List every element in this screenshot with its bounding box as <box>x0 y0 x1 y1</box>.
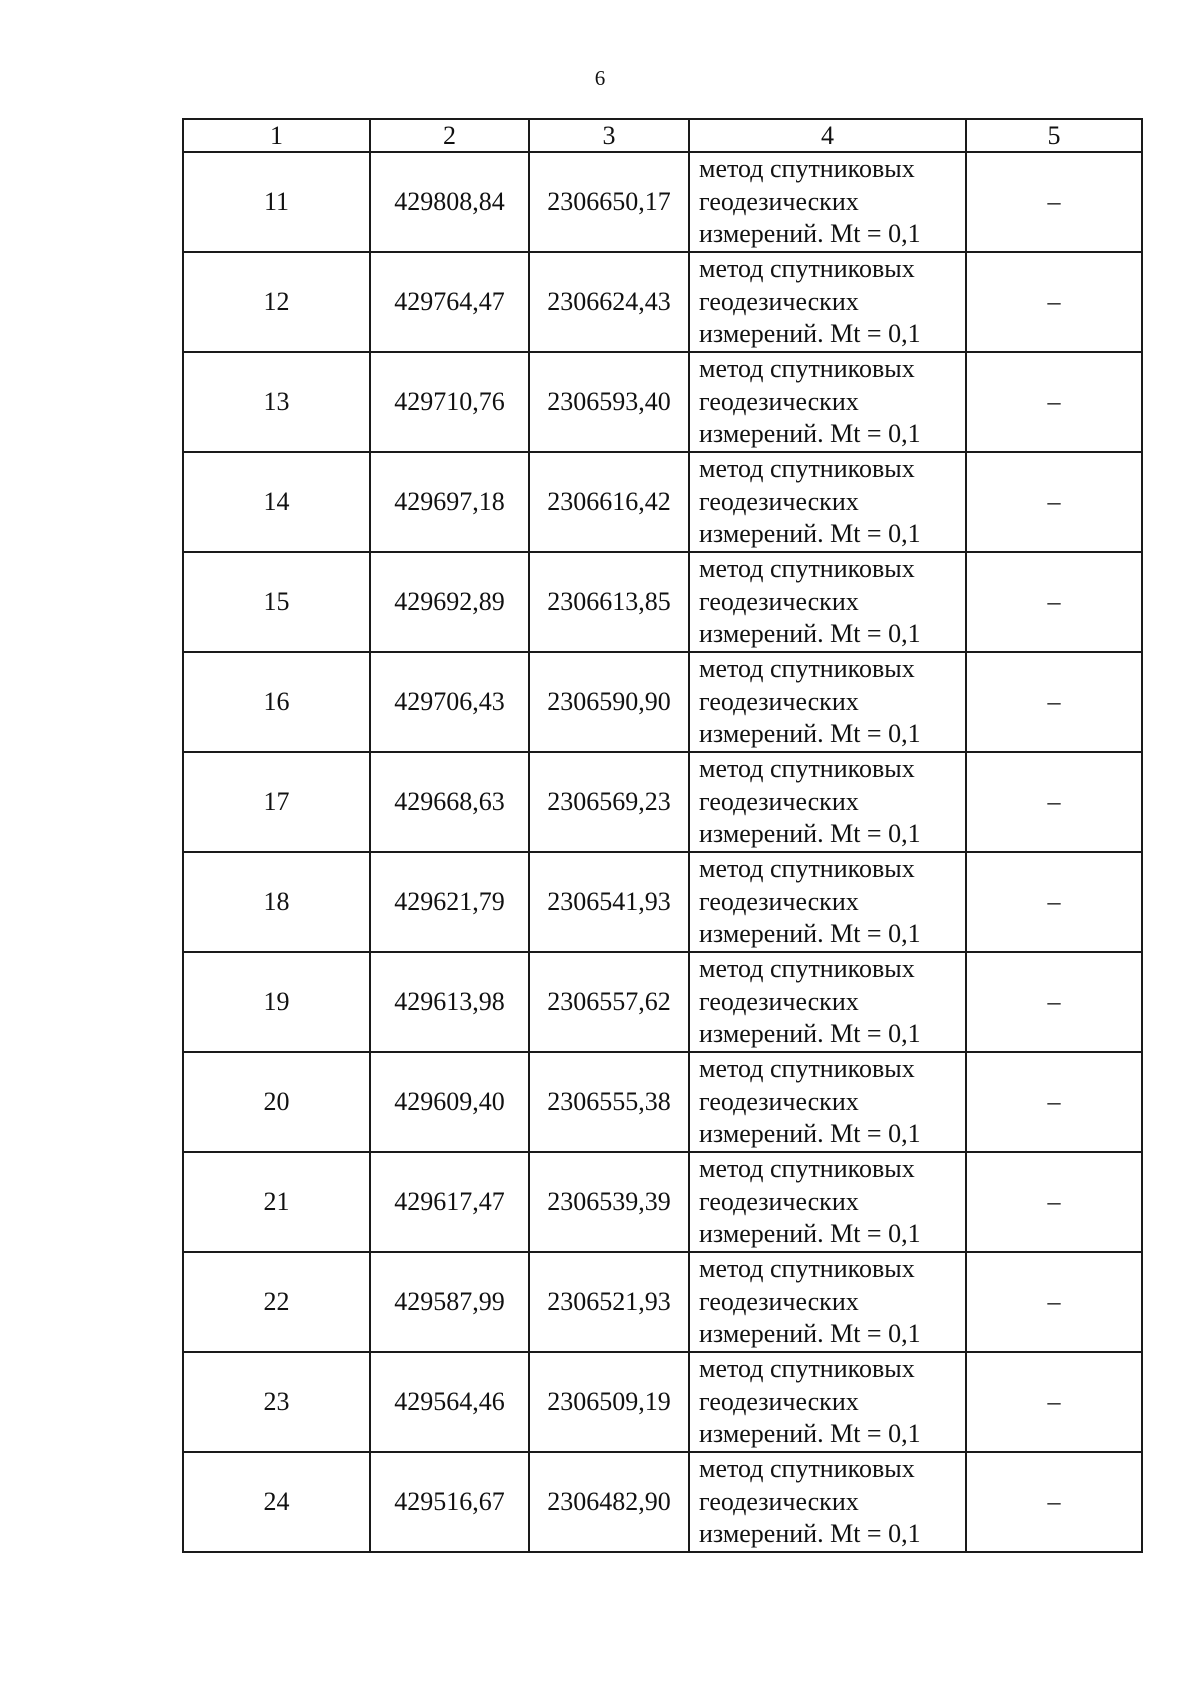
y-coordinate-cell: 2306590,90 <box>529 652 689 752</box>
x-coordinate-cell: 429697,18 <box>370 452 529 552</box>
table-row <box>183 1252 1142 1352</box>
point-number-cell: 22 <box>183 1252 370 1352</box>
table-row <box>183 152 1142 252</box>
table-row <box>183 1352 1142 1452</box>
method-cell <box>689 1052 966 1152</box>
point-number-cell: 12 <box>183 252 370 352</box>
method-cell <box>689 552 966 652</box>
x-coordinate-cell: 429710,76 <box>370 352 529 452</box>
header-row <box>183 119 1142 152</box>
point-number-cell: 16 <box>183 652 370 752</box>
method-line: измерений. Mt = 0,1 <box>699 519 921 549</box>
method-cell <box>689 1252 966 1352</box>
method-line: измерений. Mt = 0,1 <box>699 419 921 449</box>
note-cell: – <box>966 752 1142 852</box>
table-body <box>183 152 1142 1552</box>
point-number-cell: 13 <box>183 352 370 452</box>
x-coordinate-cell: 429617,47 <box>370 1152 529 1252</box>
y-coordinate-cell: 2306482,90 <box>529 1452 689 1552</box>
point-number-cell: 17 <box>183 752 370 852</box>
point-number-cell: 21 <box>183 1152 370 1252</box>
method-line: измерений. Mt = 0,1 <box>699 1019 921 1049</box>
method-line: метод спутниковых <box>699 1154 915 1184</box>
y-coordinate-cell: 2306650,17 <box>529 152 689 252</box>
header-cell-2: 2 <box>370 119 529 152</box>
y-coordinate-cell: 2306624,43 <box>529 252 689 352</box>
method-cell <box>689 1352 966 1452</box>
table-header <box>183 119 1142 152</box>
header-cell-3: 3 <box>529 119 689 152</box>
header-cell-5: 5 <box>966 119 1142 152</box>
note-cell: – <box>966 1452 1142 1552</box>
method-line: геодезических <box>699 1086 859 1116</box>
method-line: метод спутниковых <box>699 354 915 384</box>
method-line: метод спутниковых <box>699 654 915 684</box>
method-cell <box>689 452 966 552</box>
method-line: метод спутниковых <box>699 1054 915 1084</box>
method-line: метод спутниковых <box>699 1254 915 1284</box>
method-line: геодезических <box>699 1386 859 1416</box>
x-coordinate-cell: 429621,79 <box>370 852 529 952</box>
method-cell <box>689 852 966 952</box>
method-line: геодезических <box>699 186 859 216</box>
y-coordinate-cell: 2306521,93 <box>529 1252 689 1352</box>
note-cell: – <box>966 1252 1142 1352</box>
table-row <box>183 952 1142 1052</box>
header-cell-4: 4 <box>689 119 966 152</box>
y-coordinate-cell: 2306613,85 <box>529 552 689 652</box>
method-line: метод спутниковых <box>699 254 915 284</box>
x-coordinate-cell: 429706,43 <box>370 652 529 752</box>
y-coordinate-cell: 2306509,19 <box>529 1352 689 1452</box>
method-cell <box>689 1452 966 1552</box>
table-row <box>183 852 1142 952</box>
method-line: измерений. Mt = 0,1 <box>699 219 921 249</box>
note-cell: – <box>966 1352 1142 1452</box>
method-line: метод спутниковых <box>699 1454 915 1484</box>
note-cell: – <box>966 952 1142 1052</box>
point-number-cell: 11 <box>183 152 370 252</box>
method-line: метод спутниковых <box>699 454 915 484</box>
method-line: геодезических <box>699 1186 859 1216</box>
note-cell: – <box>966 252 1142 352</box>
method-cell <box>689 652 966 752</box>
y-coordinate-cell: 2306616,42 <box>529 452 689 552</box>
point-number-cell: 14 <box>183 452 370 552</box>
method-line: измерений. Mt = 0,1 <box>699 1519 921 1549</box>
method-line: метод спутниковых <box>699 754 915 784</box>
point-number-cell: 20 <box>183 1052 370 1152</box>
note-cell: – <box>966 452 1142 552</box>
method-line: метод спутниковых <box>699 1354 915 1384</box>
method-line: геодезических <box>699 1486 859 1516</box>
coordinates-table <box>182 118 1143 1553</box>
method-line: геодезических <box>699 386 859 416</box>
x-coordinate-cell: 429516,67 <box>370 1452 529 1552</box>
method-line: измерений. Mt = 0,1 <box>699 1219 921 1249</box>
method-line: метод спутниковых <box>699 554 915 584</box>
method-cell <box>689 352 966 452</box>
table-row <box>183 1152 1142 1252</box>
y-coordinate-cell: 2306539,39 <box>529 1152 689 1252</box>
note-cell: – <box>966 152 1142 252</box>
point-number-cell: 19 <box>183 952 370 1052</box>
y-coordinate-cell: 2306557,62 <box>529 952 689 1052</box>
note-cell: – <box>966 652 1142 752</box>
x-coordinate-cell: 429609,40 <box>370 1052 529 1152</box>
method-line: геодезических <box>699 686 859 716</box>
method-cell <box>689 152 966 252</box>
method-cell <box>689 1152 966 1252</box>
note-cell: – <box>966 852 1142 952</box>
point-number-cell: 15 <box>183 552 370 652</box>
method-line: геодезических <box>699 886 859 916</box>
method-line: геодезических <box>699 486 859 516</box>
table-row <box>183 1452 1142 1552</box>
header-cell-1: 1 <box>183 119 370 152</box>
table-row <box>183 1052 1142 1152</box>
x-coordinate-cell: 429564,46 <box>370 1352 529 1452</box>
method-cell <box>689 252 966 352</box>
note-cell: – <box>966 352 1142 452</box>
x-coordinate-cell: 429808,84 <box>370 152 529 252</box>
method-line: метод спутниковых <box>699 154 915 184</box>
method-cell <box>689 752 966 852</box>
table-row <box>183 252 1142 352</box>
method-line: измерений. Mt = 0,1 <box>699 719 921 749</box>
method-line: измерений. Mt = 0,1 <box>699 819 921 849</box>
method-line: геодезических <box>699 1286 859 1316</box>
method-line: измерений. Mt = 0,1 <box>699 919 921 949</box>
table-row <box>183 652 1142 752</box>
note-cell: – <box>966 552 1142 652</box>
method-line: геодезических <box>699 786 859 816</box>
method-line: измерений. Mt = 0,1 <box>699 619 921 649</box>
x-coordinate-cell: 429613,98 <box>370 952 529 1052</box>
method-line: геодезических <box>699 986 859 1016</box>
page-number: 6 <box>594 66 606 90</box>
x-coordinate-cell: 429692,89 <box>370 552 529 652</box>
table-row <box>183 552 1142 652</box>
point-number-cell: 18 <box>183 852 370 952</box>
method-line: измерений. Mt = 0,1 <box>699 1119 921 1149</box>
x-coordinate-cell: 429764,47 <box>370 252 529 352</box>
method-line: метод спутниковых <box>699 954 915 984</box>
method-line: геодезических <box>699 286 859 316</box>
table-row <box>183 352 1142 452</box>
note-cell: – <box>966 1052 1142 1152</box>
method-line: метод спутниковых <box>699 854 915 884</box>
table-row <box>183 752 1142 852</box>
note-cell: – <box>966 1152 1142 1252</box>
y-coordinate-cell: 2306541,93 <box>529 852 689 952</box>
point-number-cell: 24 <box>183 1452 370 1552</box>
table-row <box>183 452 1142 552</box>
method-line: измерений. Mt = 0,1 <box>699 319 921 349</box>
method-cell <box>689 952 966 1052</box>
x-coordinate-cell: 429668,63 <box>370 752 529 852</box>
method-line: измерений. Mt = 0,1 <box>699 1319 921 1349</box>
x-coordinate-cell: 429587,99 <box>370 1252 529 1352</box>
y-coordinate-cell: 2306593,40 <box>529 352 689 452</box>
point-number-cell: 23 <box>183 1352 370 1452</box>
method-line: геодезических <box>699 586 859 616</box>
y-coordinate-cell: 2306569,23 <box>529 752 689 852</box>
y-coordinate-cell: 2306555,38 <box>529 1052 689 1152</box>
method-line: измерений. Mt = 0,1 <box>699 1419 921 1449</box>
